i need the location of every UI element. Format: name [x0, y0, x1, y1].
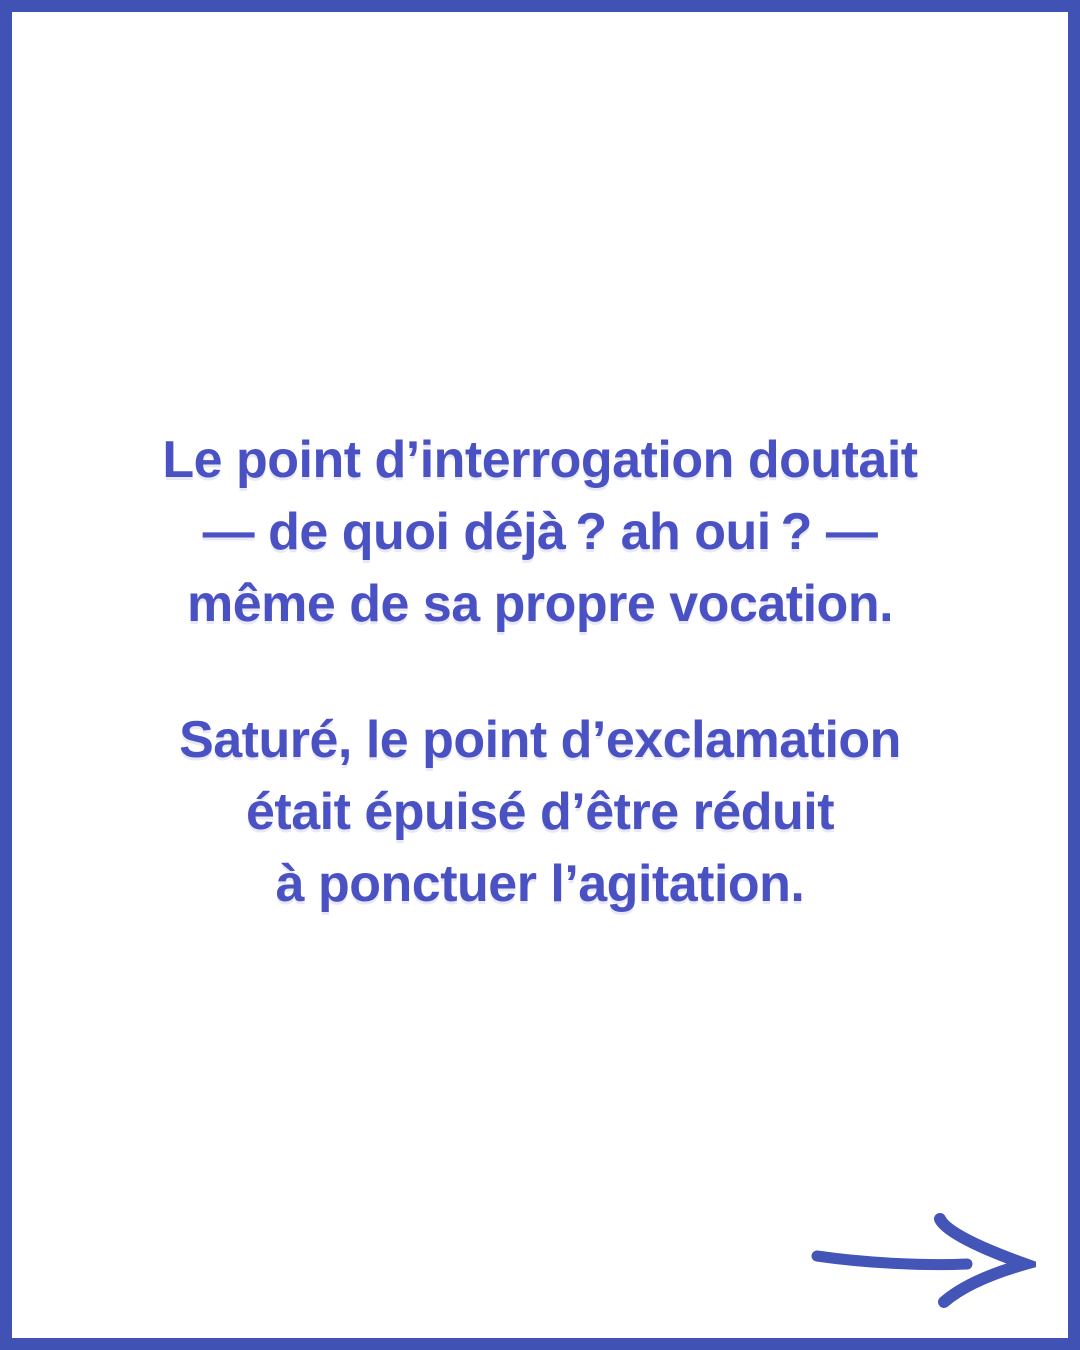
quote-paragraph-2	[12, 704, 1068, 920]
quote-line: Le point d’interrogation doutait	[162, 431, 918, 489]
quote-line: à ponctuer l’agitation.	[275, 855, 805, 913]
hand-drawn-arrow-right-icon	[810, 1212, 1036, 1312]
quote-line: Saturé, le point d’exclamation	[179, 711, 901, 769]
quote-line: — de quoi déjà ? ah oui ? —	[202, 503, 878, 561]
next-slide-arrow-icon[interactable]	[810, 1212, 1036, 1312]
quote-paragraph-1	[12, 424, 1068, 640]
quote-line: était épuisé d’être réduit	[245, 783, 835, 841]
quote-text-block	[12, 424, 1068, 920]
quote-line: même de sa propre vocation.	[186, 575, 894, 633]
